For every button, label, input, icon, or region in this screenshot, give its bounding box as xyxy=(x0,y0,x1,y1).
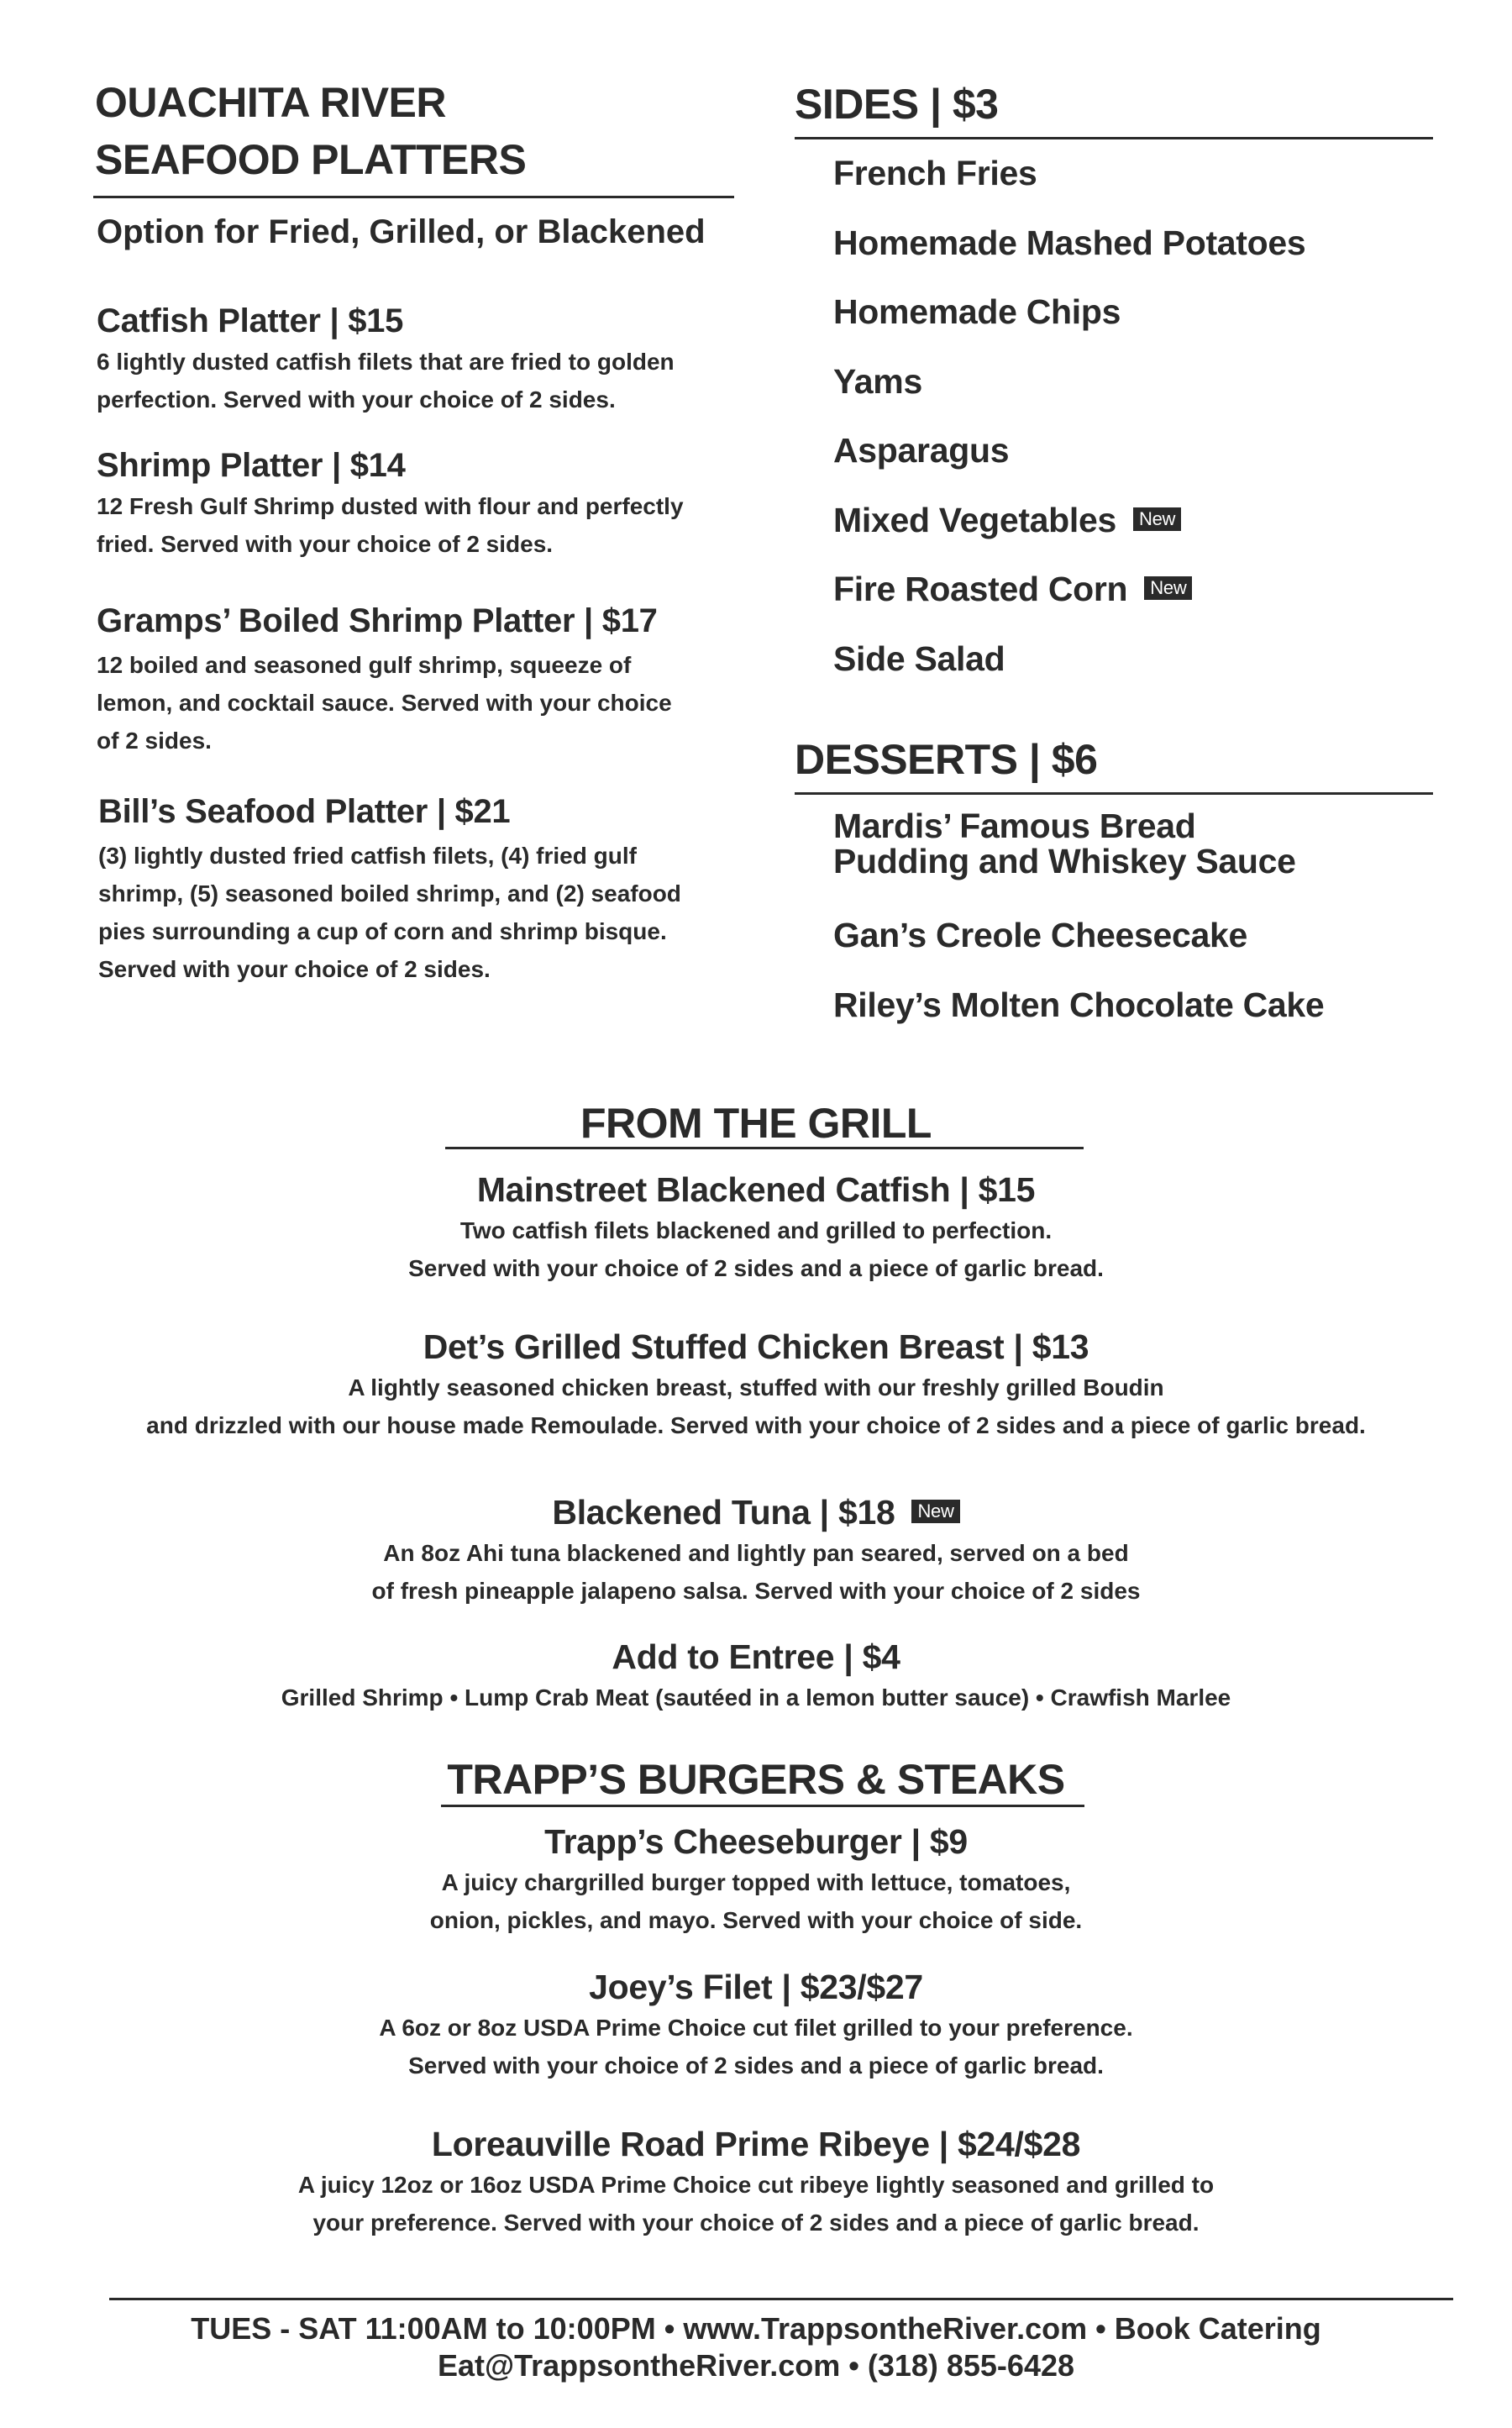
menu-item-shrimp-platter xyxy=(97,444,735,563)
burger-item-cheeseburger xyxy=(0,1820,1512,1939)
menu-item-gramps-boiled-shrimp xyxy=(97,599,735,759)
dessert-item: Gan’s Creole Cheesecake xyxy=(833,916,1247,954)
item-description: your preference. Served with your choice of 2 sides and a piece of garlic bread. xyxy=(312,2210,1200,2236)
item-title: Joey’s Filet | $23/$27 xyxy=(589,1968,923,2006)
item-description: A 6oz or 8oz USDA Prime Choice cut filet grilled to your preference. xyxy=(379,2015,1133,2041)
side-item-label: Fire Roasted Corn xyxy=(833,570,1128,608)
side-item-label: Mixed Vegetables xyxy=(833,501,1117,539)
grill-item-stuffed-chicken xyxy=(0,1325,1512,1444)
new-badge: New xyxy=(1133,507,1181,531)
desserts-heading-rule xyxy=(795,792,1433,795)
item-description: shrimp, (5) seasoned boiled shrimp, and (2) seafood xyxy=(98,880,681,907)
side-item: Asparagus xyxy=(833,431,1010,470)
item-description: of 2 sides. xyxy=(97,728,212,754)
new-badge: New xyxy=(1144,576,1192,600)
item-title: Blackened Tuna | $18 xyxy=(552,1493,895,1532)
seafood-subtitle: Option for Fried, Grilled, or Blackened xyxy=(97,213,706,250)
side-item: Homemade Mashed Potatoes xyxy=(833,223,1306,262)
item-title: Catfish Platter | $15 xyxy=(97,302,404,339)
burger-item-prime-ribeye xyxy=(0,2122,1512,2241)
item-title: Shrimp Platter | $14 xyxy=(97,447,406,484)
dessert-item-bread-pudding xyxy=(833,808,1296,879)
dessert-item: Riley’s Molten Chocolate Cake xyxy=(833,985,1325,1024)
item-title-with-badge xyxy=(0,1490,1512,1534)
dessert-line: Mardis’ Famous Bread xyxy=(833,807,1196,845)
footer-hours-website: TUES - SAT 11:00AM to 10:00PM • www.TrappsontheRiver.com • Book Catering xyxy=(191,2311,1321,2346)
item-title: Add to Entree | $4 xyxy=(612,1637,900,1676)
side-item: Yams xyxy=(833,362,922,401)
item-description: pies surrounding a cup of corn and shrimp bisque. xyxy=(98,918,667,944)
side-item: Homemade Chips xyxy=(833,292,1121,331)
item-description: lemon, and cocktail sauce. Served with your choice xyxy=(97,690,672,716)
item-description: 12 Fresh Gulf Shrimp dusted with flour and perfectly xyxy=(97,493,684,519)
sides-heading: SIDES | $3 xyxy=(795,81,999,128)
side-item-with-badge xyxy=(833,498,1181,542)
item-description: of fresh pineapple jalapeno salsa. Served with your choice of 2 sides xyxy=(371,1578,1141,1604)
item-description: A juicy 12oz or 16oz USDA Prime Choice cut ribeye lightly seasoned and grilled to xyxy=(297,2172,1215,2198)
item-title: Bill’s Seafood Platter | $21 xyxy=(98,793,511,830)
sides-heading-rule xyxy=(795,137,1433,139)
seafood-heading-rule xyxy=(93,196,734,198)
burger-item-joeys-filet xyxy=(0,1965,1512,2084)
item-title: Loreauville Road Prime Ribeye | $24/$28 xyxy=(431,2125,1081,2163)
item-description: 6 lightly dusted catfish filets that are fried to golden xyxy=(97,349,675,375)
dessert-line: Pudding and Whiskey Sauce xyxy=(833,842,1296,880)
item-title: Gramps’ Boiled Shrimp Platter | $17 xyxy=(97,602,658,639)
menu-item-bills-seafood-platter xyxy=(98,790,737,988)
side-item: Side Salad xyxy=(833,639,1005,678)
grill-heading-rule xyxy=(445,1147,1084,1149)
desserts-heading: DESSERTS | $6 xyxy=(795,736,1098,783)
new-badge: New xyxy=(911,1500,959,1523)
side-item: French Fries xyxy=(833,154,1037,192)
burgers-heading: TRAPP’S BURGERS & STEAKS xyxy=(447,1756,1065,1803)
side-item-with-badge xyxy=(833,567,1192,611)
item-description: Grilled Shrimp • Lump Crab Meat (sautéed in a lemon butter sauce) • Crawfish Marlee xyxy=(281,1684,1231,1711)
item-description: 12 boiled and seasoned gulf shrimp, squeeze of xyxy=(97,652,632,678)
item-description: Served with your choice of 2 sides. xyxy=(98,956,491,982)
item-title: Mainstreet Blackened Catfish | $15 xyxy=(476,1170,1036,1209)
grill-heading: FROM THE GRILL xyxy=(580,1100,932,1147)
burgers-heading-rule xyxy=(441,1805,1084,1807)
menu-item-catfish-platter xyxy=(97,299,735,418)
grill-item-blackened-tuna xyxy=(0,1490,1512,1610)
footer-rule xyxy=(109,2298,1453,2300)
item-description: Served with your choice of 2 sides and a piece of garlic bread. xyxy=(408,1255,1104,1281)
item-description: An 8oz Ahi tuna blackened and lightly pan seared, served on a bed xyxy=(383,1540,1129,1566)
item-description: and drizzled with our house made Remoulade. Served with your choice of 2 sides and a piece of garlic bread. xyxy=(146,1412,1366,1438)
footer-contact: Eat@TrappsontheRiver.com • (318) 855-6428 xyxy=(437,2348,1075,2383)
item-description: fried. Served with your choice of 2 sides. xyxy=(97,531,554,557)
seafood-heading-line1: OUACHITA RIVER xyxy=(95,79,446,126)
item-title: Det’s Grilled Stuffed Chicken Breast | $13 xyxy=(423,1327,1089,1366)
grill-item-blackened-catfish xyxy=(0,1168,1512,1287)
item-title: Trapp’s Cheeseburger | $9 xyxy=(544,1822,968,1861)
item-description: A juicy chargrilled burger topped with lettuce, tomatoes, xyxy=(441,1869,1071,1895)
item-description: Two catfish filets blackened and grilled to perfection. xyxy=(459,1217,1053,1243)
item-description: onion, pickles, and mayo. Served with your choice of side. xyxy=(429,1907,1083,1933)
item-description: Served with your choice of 2 sides and a piece of garlic bread. xyxy=(408,2052,1104,2079)
item-description: (3) lightly dusted fried catfish filets, (4) fried gulf xyxy=(98,843,637,869)
grill-item-add-to-entree xyxy=(0,1635,1512,1716)
item-description: perfection. Served with your choice of 2 sides. xyxy=(97,386,616,413)
item-description: A lightly seasoned chicken breast, stuffed with our freshly grilled Boudin xyxy=(348,1374,1164,1401)
seafood-heading-line2: SEAFOOD PLATTERS xyxy=(95,136,527,183)
